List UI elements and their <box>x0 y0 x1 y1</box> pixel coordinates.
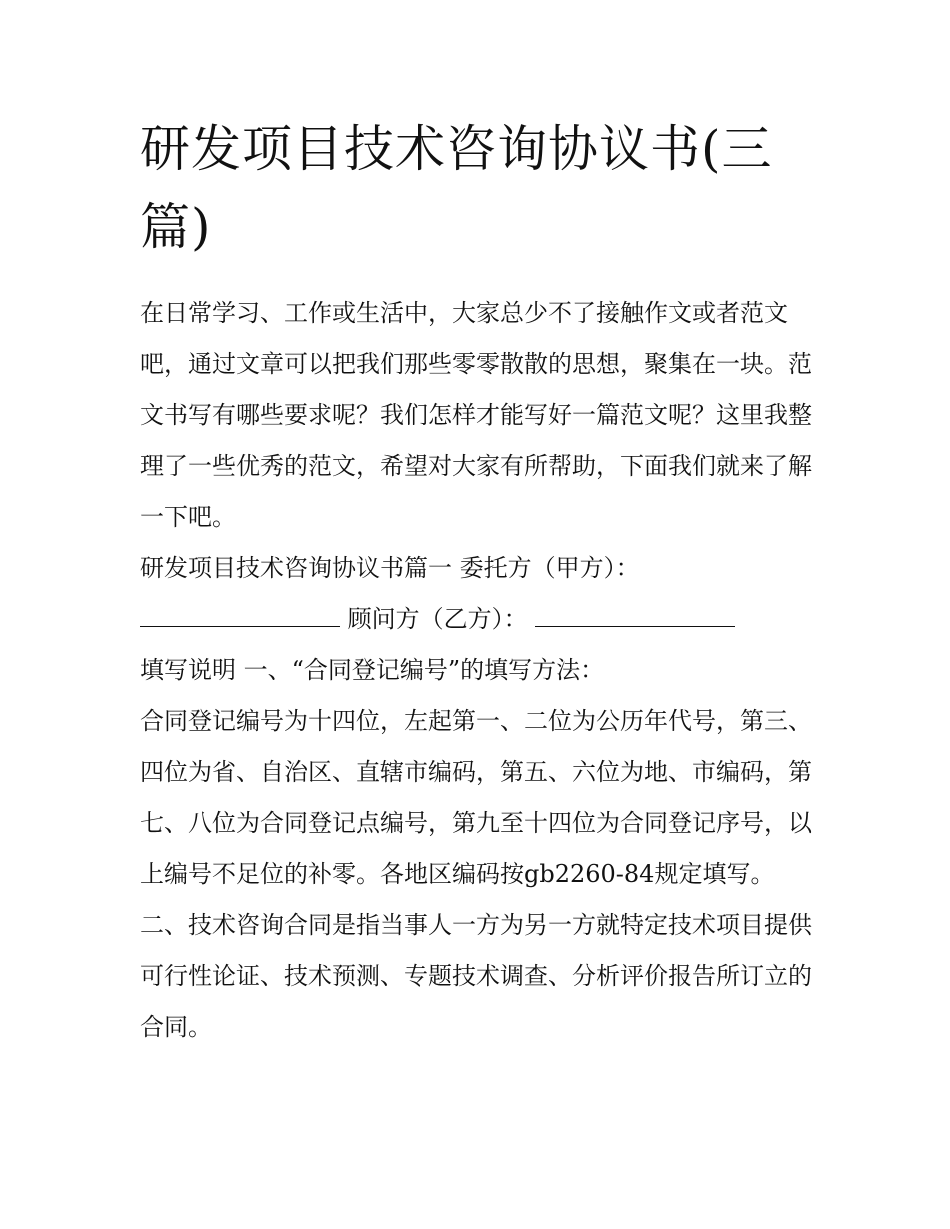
intro-paragraph: 在日常学习、工作或生活中，大家总少不了接触作文或者范文吧，通过文章可以把我们那些零零散散的思想，聚集在一块。范文书写有哪些要求呢？我们怎样才能写好一篇范文呢？这里我整理了一些优秀的范文，希望对大家有所帮助，下面我们就来了解一下吧。 <box>140 299 812 531</box>
party-line <box>140 594 820 645</box>
party-b-blank <box>535 606 735 627</box>
instructions-heading: 填写说明 一、“合同登记编号”的填写方法： <box>140 656 605 684</box>
section-header: 研发项目技术咨询协议书篇一 委托方（甲方）： <box>140 554 640 582</box>
numbering-rule-paragraph: 合同登记编号为十四位，左起第一、二位为公历年代号，第三、四位为省、自治区、直辖市编码，第五、六位为地、市编码，第七、八位为合同登记点编号，第九至十四位为合同登记序号，以上编号不足位的补零。各地区编码按gb2260-84规定填写。 <box>140 707 812 888</box>
party-a-blank <box>140 606 340 627</box>
party-b-label: 顾问方（乙方）： <box>347 605 528 633</box>
document-page <box>140 110 820 1053</box>
document-title: 研发项目技术咨询协议书(三篇) <box>140 120 773 256</box>
definition-paragraph: 二、技术咨询合同是指当事人一方为另一方就特定技术项目提供可行性论证、技术预测、专题技术调查、分析评价报告所订立的合同。 <box>140 911 812 1041</box>
